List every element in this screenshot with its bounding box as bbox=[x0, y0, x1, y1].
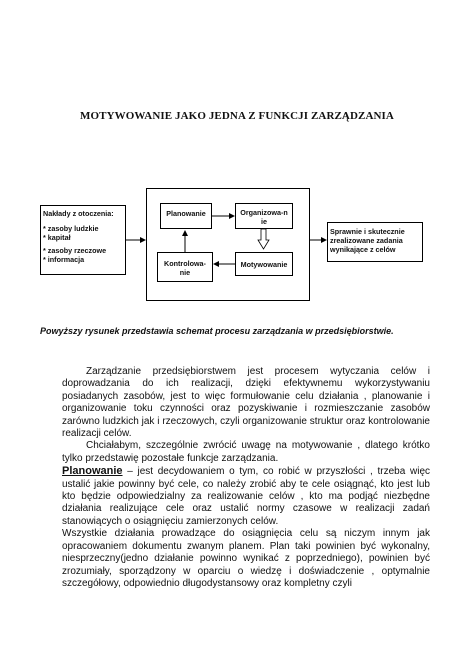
paragraph: Wszystkie działania prowadzące do osiągnięcia celu są niczym innym jak opracowaniem dokumentu zwanym planem. Plan taki powinien być wykonalny, niesprzeczny(jedno działanie powinno wynikać z poprzedniego), powinien być zrozumiały, sporządzony w oparciu o wiedzę i doświadczenie , optymalnie szczegółowy, odpowiednio długodystansowy oraz kompletny czyli bbox=[62, 528, 430, 589]
page-title: MOTYWOWANIE JAKO JEDNA Z FUNKCJI ZARZĄDZANIA bbox=[80, 110, 394, 122]
paragraph bbox=[62, 465, 430, 528]
body-text bbox=[62, 366, 430, 590]
controlling-box: Kontrolowa- nie bbox=[157, 252, 213, 282]
planning-definition: – jest decydowaniem o tym, co robić w przyszłości , trzeba więc ustalić jakie powinny być cele, co należy zrobić aby te cele osiągnąć, kto jest lub kto będzie odpowiedzialny za realizowanie celów , kto ma podjąć niezbędne działania realizujące cele oraz ustalić normy czasowe w realizacji zadań stanowiących o osiągnięciu zamierzonych celów. bbox=[62, 466, 430, 527]
input-item: * zasoby ludzkie bbox=[43, 224, 99, 233]
diagram-caption: Powyższy rysunek przedstawia schemat procesu zarządzania w przedsiębiorstwie. bbox=[40, 326, 394, 336]
planning-box: Planowanie bbox=[160, 203, 212, 229]
inputs-heading: Nakłady z otoczenia: bbox=[43, 209, 114, 218]
organizing-box: Organizowa-n ie bbox=[235, 203, 293, 229]
input-item: * zasoby rzeczowe bbox=[43, 246, 107, 255]
planning-term: Planowanie bbox=[62, 465, 123, 478]
paragraph: Chciałabym, szczególnie zwrócić uwagę na motywowanie , dlatego krótko tylko przedstawię pozostałe funkcje zarządzania. bbox=[62, 440, 430, 464]
motivating-box: Motywowanie bbox=[235, 252, 293, 276]
input-item: * kapitał bbox=[43, 233, 71, 242]
input-item: * informacja bbox=[43, 255, 85, 264]
outputs-box: Sprawnie i skutecznie zrealizowane zadania wynikające z celów bbox=[327, 222, 423, 262]
arrow-organizing-to-motivating bbox=[258, 229, 269, 249]
paragraph: Zarządzanie przedsiębiorstwem jest procesem wytyczania celów i doprowadzania do ich realizacji, dzięki efektywnemu wykorzystywaniu posiadanych zasobów, jest to więc formułowanie celu działania , planowanie i organizowanie toku czynności oraz pozyskiwanie i rozmieszczanie zasobów zarówno ludzkich jak i rzeczowych, czyli organizowanie struktur oraz kontrolowanie realizacji celów. bbox=[62, 366, 430, 440]
